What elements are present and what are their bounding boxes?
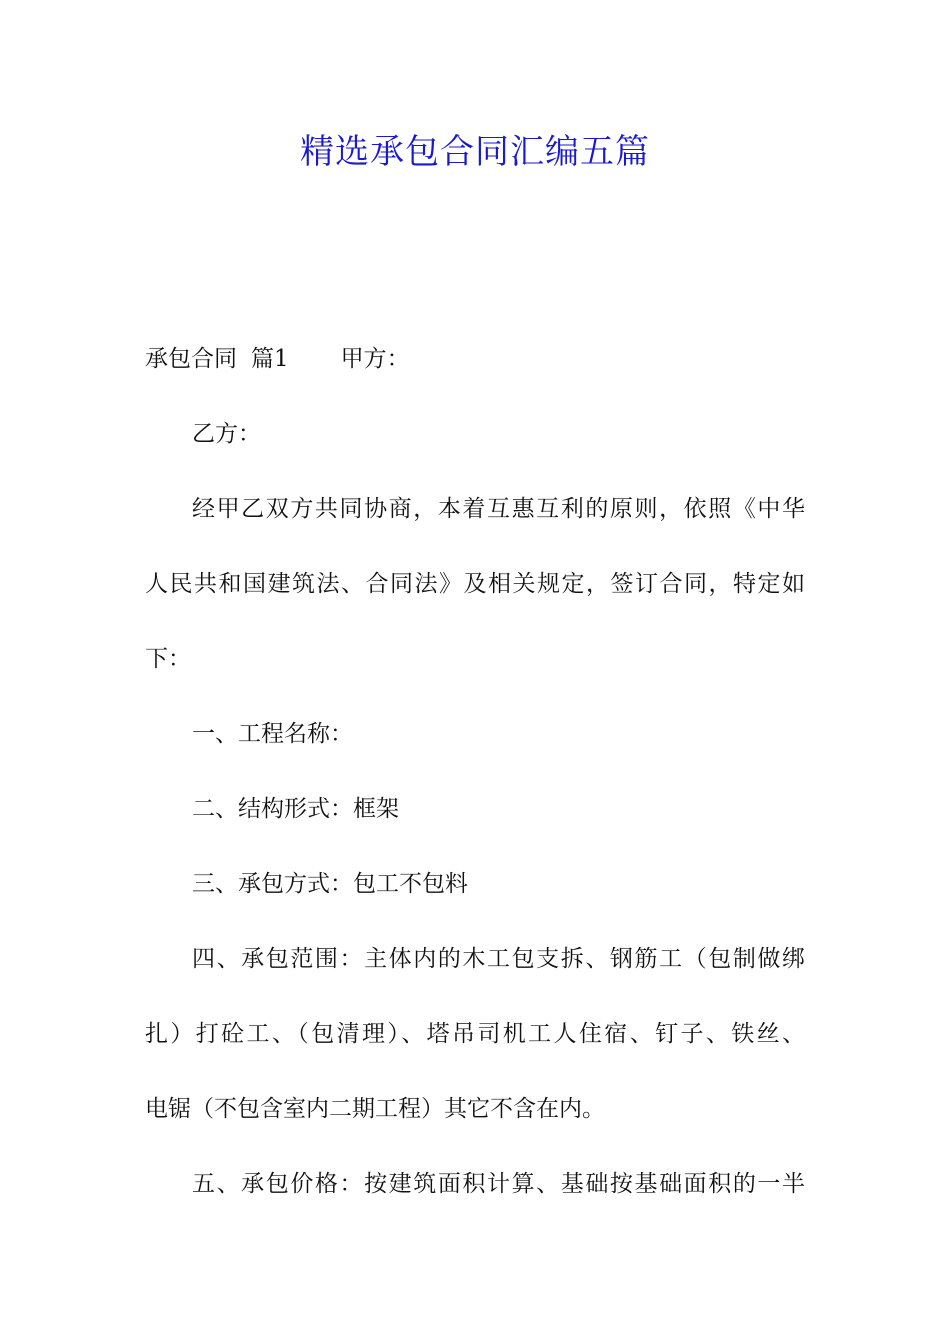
paragraph-line: 电锯（不包含室内二期工程）其它不含在内。 — [145, 1096, 605, 1122]
party-a-label: 甲方： — [340, 346, 410, 372]
party-b-label: 乙方： — [192, 421, 261, 447]
clause-structure: 二、结构形式：框架 — [192, 796, 399, 822]
document-title: 精选承包合同汇编五篇 — [300, 132, 650, 172]
paragraph-line: 下： — [145, 646, 191, 672]
clause-price: 五、承包价格：按建筑面积计算、基础按基础面积的一半 — [192, 1171, 805, 1197]
clause-contract-mode: 三、承包方式：包工不包料 — [192, 871, 468, 897]
paragraph-line: 经甲乙双方共同协商，本着互惠互利的原则，依照《中华 — [192, 496, 805, 522]
paragraph-line: 人民共和国建筑法、合同法》及相关规定，签订合同，特定如 — [145, 571, 805, 597]
contract-number: 篇1 — [251, 346, 289, 372]
paragraph-line: 扎）打砼工、（包清理）、塔吊司机工人住宿、钉子、铁丝、 — [145, 1021, 805, 1047]
clause-project-name: 一、工程名称： — [192, 721, 353, 747]
contract-label: 承包合同 — [145, 346, 237, 372]
clause-scope: 四、承包范围：主体内的木工包支拆、钢筋工（包制做绑 — [192, 946, 805, 972]
contract-heading — [145, 343, 410, 375]
